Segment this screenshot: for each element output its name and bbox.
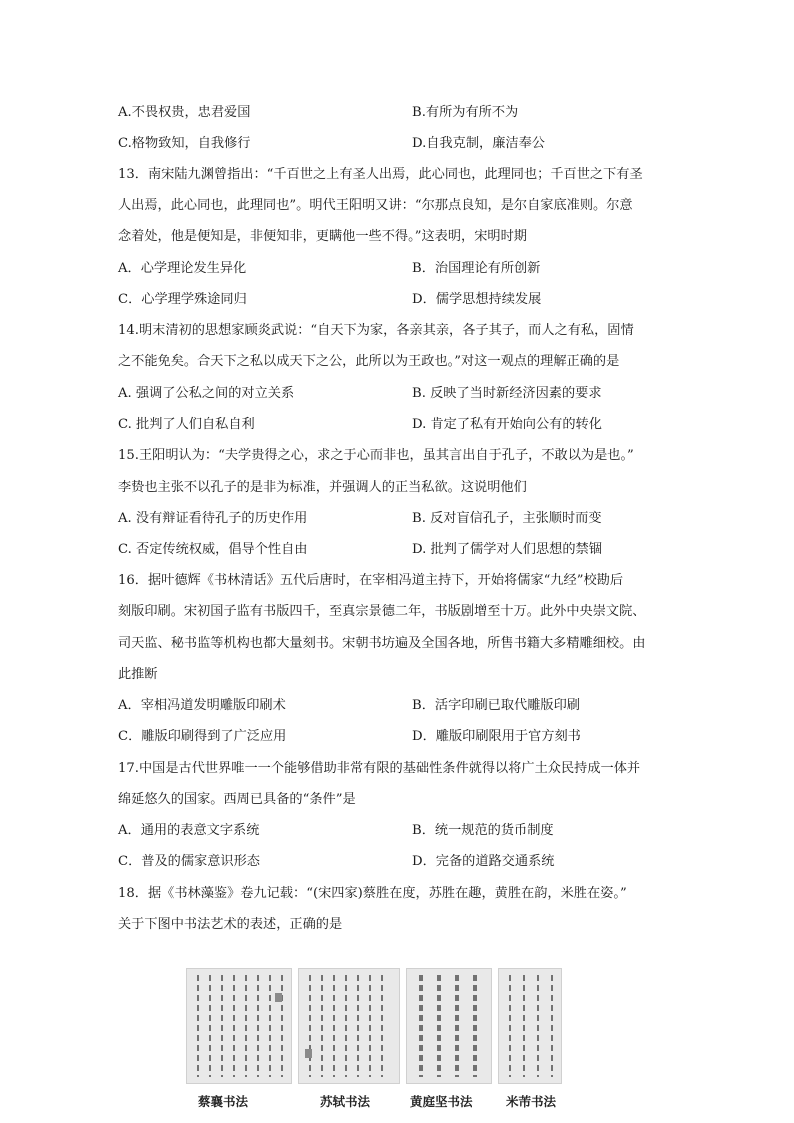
figure-caption-su-shi: 苏轼书法 [320, 1094, 371, 1109]
q14-option-c: C. 批判了人们自私自利 [118, 417, 255, 432]
q12-option-d: D.自我克制，廉洁奉公 [412, 136, 545, 151]
q17-option-a: A．通用的表意文字系统 [118, 823, 260, 838]
q16-option-b: B．活字印刷已取代雕版印刷 [412, 698, 580, 713]
q16-stem-line1: 16．据叶德辉《书林清话》五代后唐时，在宰相冯道主持下，开始将儒家“九经”校勘后 [118, 573, 624, 588]
q17-stem-line2: 绵延悠久的国家。西周已具备的“条件”是 [118, 792, 356, 807]
q12-option-c: C.格物致知，自我修行 [118, 136, 251, 151]
q15-option-c: C. 否定传统权威，倡导个性自由 [118, 542, 308, 557]
su-shi-calligraphy-image [298, 968, 400, 1084]
q13-stem-line3: 念着处，他是便知是，非便知非，更瞒他一些不得。”这表明，宋明时期 [118, 229, 527, 244]
q15-stem-line1: 15.王阳明认为：“夫学贵得之心，求之于心而非也，虽其言出自于孔子，不敢以为是也。” [118, 448, 634, 463]
q17-option-b: B．统一规范的货币制度 [412, 823, 554, 838]
q14-stem-line1: 14.明末清初的思想家顾炎武说：“自天下为家，各亲其亲，各子其子，而人之有私，固情 [118, 323, 634, 338]
calligraphy-figure [186, 968, 564, 1118]
huang-tingjian-calligraphy-image [406, 968, 492, 1084]
figure-caption-huang-tingjian: 黄庭坚书法 [410, 1094, 473, 1109]
q17-option-d: D．完备的道路交通系统 [412, 854, 555, 869]
q14-option-d: D. 肯定了私有开始向公有的转化 [412, 417, 602, 432]
q17-stem-line1: 17.中国是古代世界唯一一个能够借助非常有限的基础性条件就得以将广土众民持成一体并 [118, 761, 641, 776]
mi-fu-calligraphy-image [498, 968, 562, 1084]
q16-stem-line2: 刻版印刷。宋初国子监有书版四千，至真宗景德二年，书版剧增至十万。此外中央崇文院、 [118, 604, 646, 619]
figure-caption-cai-xiang: 蔡襄书法 [198, 1094, 249, 1109]
q14-option-a: A. 强调了公私之间的对立关系 [118, 386, 295, 401]
q13-option-a: A．心学理论发生异化 [118, 261, 247, 276]
q16-stem-line4: 此推断 [118, 667, 158, 682]
q12-option-a: A.不畏权贵，忠君爱国 [118, 105, 251, 120]
q18-stem-line1: 18．据《书林藻鉴》卷九记载：“(宋四家)蔡胜在度，苏胜在趣，黄胜在韵，米胜在姿。” [118, 886, 627, 901]
q18-stem-line2: 关于下图中书法艺术的表述，正确的是 [118, 917, 343, 932]
q17-option-c: C．普及的儒家意识形态 [118, 854, 260, 869]
q15-option-d: D. 批判了儒学对人们思想的禁锢 [412, 542, 602, 557]
q12-option-b: B.有所为有所不为 [412, 105, 519, 120]
q13-option-d: D．儒学思想持续发展 [412, 292, 542, 307]
q16-option-c: C．雕版印刷得到了广泛应用 [118, 729, 287, 744]
q15-stem-line2: 李贽也主张不以孔子的是非为标准，并强调人的正当私欲。这说明他们 [118, 480, 527, 495]
cai-xiang-calligraphy-image [186, 968, 292, 1084]
figure-caption-mi-fu: 米芾书法 [506, 1094, 557, 1109]
q16-stem-line3: 司天监、秘书监等机构也都大量刻书。宋朝书坊遍及全国各地，所售书籍大多精雕细校。由 [118, 636, 646, 651]
q14-stem-line2: 之不能免矣。合天下之私以成天下之公，此所以为王政也。”对这一观点的理解正确的是 [118, 354, 620, 369]
q13-option-b: B．治国理论有所创新 [412, 261, 541, 276]
q16-option-d: D．雕版印刷限用于官方刻书 [412, 729, 581, 744]
q14-option-b: B. 反映了当时新经济因素的要求 [412, 386, 602, 401]
q13-option-c: C．心学理学殊途同归 [118, 292, 247, 307]
q13-stem-line1: 13．南宋陆九渊曾指出：“千百世之上有圣人出焉，此心同也，此理同也；千百世之下有圣 [118, 167, 643, 182]
q15-option-b: B. 反对盲信孔子，主张顺时而变 [412, 511, 602, 526]
q15-option-a: A. 没有辩证看待孔子的历史作用 [118, 511, 308, 526]
q13-stem-line2: 人出焉，此心同也，此理同也”。明代王阳明又讲：“尔那点良知，是尔自家底准则。尔意 [118, 198, 633, 213]
q16-option-a: A．宰相冯道发明雕版印刷术 [118, 698, 286, 713]
